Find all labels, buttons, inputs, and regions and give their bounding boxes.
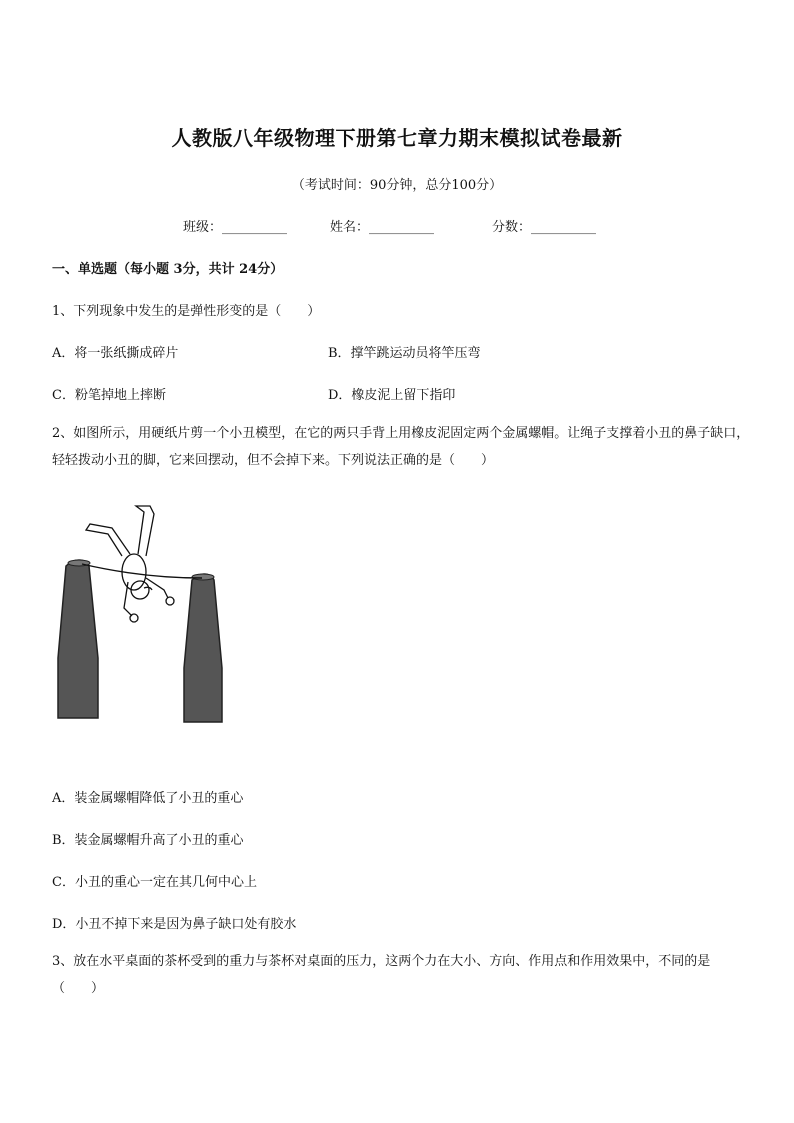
clown-balance-figure [52, 498, 232, 728]
question-2-option-c[interactable]: C．小丑的重心一定在其几何中心上 [52, 875, 257, 890]
name-field[interactable]: 姓名：__________ [330, 220, 435, 235]
question-2-option-b[interactable]: B．装金属螺帽升高了小丑的重心 [52, 833, 244, 848]
question-1-stem: 1、下列现象中发生的是弹性形变的是（ ） [52, 304, 321, 319]
question-1-option-c[interactable]: C．粉笔掉地上摔断 [52, 388, 166, 403]
question-1-option-b[interactable]: B．撑竿跳运动员将竿压弯 [328, 346, 481, 361]
question-2-option-a[interactable]: A．装金属螺帽降低了小丑的重心 [52, 791, 244, 806]
question-2-option-d[interactable]: D．小丑不掉下来是因为鼻子缺口处有胶水 [52, 917, 297, 932]
question-1-option-d[interactable]: D．橡皮泥上留下指印 [328, 388, 456, 403]
score-field[interactable]: 分数：__________ [492, 220, 597, 235]
question-3-stem: 3、放在水平桌面的茶杯受到的重力与茶杯对桌面的压力，这两个力在大小、方向、作用点和作用效果中，不同的是（ ） [52, 954, 711, 996]
exam-time-note: （考试时间：90分钟，总分100分） [291, 178, 503, 193]
question-2-stem: 2、如图所示，用硬纸片剪一个小丑模型，在它的两只手背上用橡皮泥固定两个金属螺帽。让绳子支撑着小丑的鼻子缺口，轻轻拨动小丑的脚，它来回摆动，但不会掉下来。下列说法正确的是（ ） [52, 426, 750, 468]
page-title: 人教版八年级物理下册第七章力期末模拟试卷最新 [171, 126, 623, 150]
section-heading: 一、单选题（每小题 3分，共计 24分） [52, 262, 284, 277]
question-1-option-a[interactable]: A．将一张纸撕成碎片 [52, 346, 179, 361]
class-field[interactable]: 班级：__________ [183, 220, 288, 235]
